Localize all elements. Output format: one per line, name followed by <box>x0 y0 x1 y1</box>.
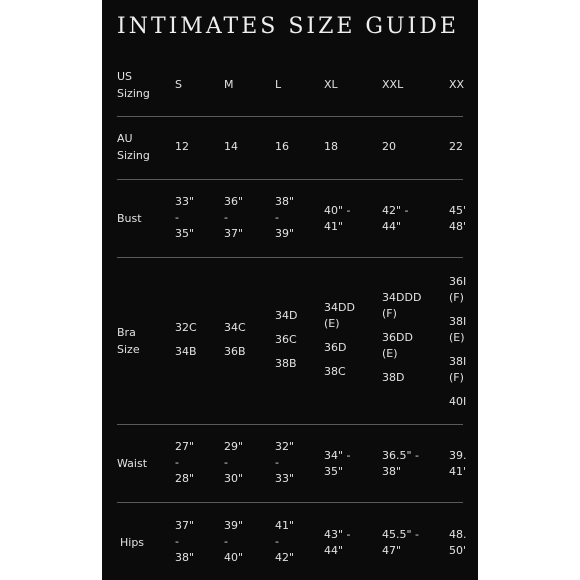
cell-line: XX <box>449 78 465 91</box>
cell-spacer <box>324 332 355 340</box>
cell-line: 35" <box>175 227 195 240</box>
cell-waist-xxxl <box>449 448 467 480</box>
row-divider <box>117 179 463 180</box>
row-label-waist <box>117 455 147 472</box>
cell-waist-s <box>175 439 194 487</box>
cell-line: - <box>175 456 179 469</box>
cell-line: 44" <box>324 544 344 557</box>
row-divider <box>117 257 463 258</box>
cell-line: 37" <box>224 227 244 240</box>
cell-line: 42" <box>275 551 295 564</box>
size-guide-panel <box>102 0 478 580</box>
cell-line: L <box>275 78 282 91</box>
cell-line: 41' <box>449 465 467 478</box>
cell-line: 33" <box>175 195 195 208</box>
cell-line: (F) <box>449 371 464 384</box>
cell-spacer <box>275 324 297 332</box>
cell-spacer <box>382 362 421 370</box>
cell-line: 32C <box>175 321 197 334</box>
cell-spacer <box>175 336 197 344</box>
cell-line: 48' <box>449 220 467 233</box>
cell-us-s <box>175 77 182 93</box>
cell-line: 34" - <box>324 449 351 462</box>
cell-bra-m <box>224 320 246 360</box>
cell-line: 32" <box>275 440 295 453</box>
cell-au-22 <box>449 139 463 155</box>
row-label-line: Bra <box>117 326 136 339</box>
cell-line: 38I <box>449 315 467 328</box>
cell-line: 37" <box>175 519 195 532</box>
cell-line: 14 <box>224 140 238 153</box>
row-label-hips <box>120 534 144 551</box>
cell-spacer <box>449 306 466 314</box>
row-label-bust <box>117 210 142 227</box>
cell-line: 36C <box>275 333 297 346</box>
cell-line: 34C <box>224 321 246 334</box>
cell-line: 39. <box>449 449 467 462</box>
cell-spacer <box>449 346 466 354</box>
cell-line: 36DD <box>382 331 413 344</box>
cell-line: 28" <box>175 472 195 485</box>
cell-spacer <box>224 336 246 344</box>
cell-line: 38D <box>382 371 405 384</box>
cell-line: 39" <box>224 519 244 532</box>
cell-line: - <box>224 211 228 224</box>
cell-line: 36" <box>224 195 244 208</box>
cell-hips-m <box>224 518 243 566</box>
cell-line: 20 <box>382 140 396 153</box>
cell-line: XL <box>324 78 338 91</box>
cell-line: (F) <box>382 307 397 320</box>
row-label-us-sizing <box>117 68 150 102</box>
cell-hips-xl <box>324 527 351 559</box>
cell-line: M <box>224 78 234 91</box>
cell-line: - <box>175 535 179 548</box>
cell-line: 36B <box>224 345 246 358</box>
cell-us-xxxl <box>449 77 464 93</box>
cell-line: 41" <box>324 220 344 233</box>
cell-us-m <box>224 77 234 93</box>
cell-line: 36I <box>449 275 467 288</box>
cell-bust-m <box>224 194 243 242</box>
cell-line: - <box>175 211 179 224</box>
cell-line: S <box>175 78 182 91</box>
row-divider <box>117 116 463 117</box>
cell-line: 34D <box>275 309 298 322</box>
row-label-line: Size <box>117 343 140 356</box>
cell-bra-l <box>275 308 297 372</box>
cell-line: 29" <box>224 440 244 453</box>
row-divider <box>117 502 463 503</box>
cell-spacer <box>275 348 297 356</box>
cell-bust-xxl <box>382 203 409 235</box>
cell-hips-l <box>275 518 294 566</box>
cell-bra-xl <box>324 300 355 380</box>
cell-line: 34DD <box>324 301 355 314</box>
cell-bust-s <box>175 194 194 242</box>
cell-spacer <box>449 386 466 394</box>
row-label-line: US <box>117 70 133 83</box>
cell-au-20 <box>382 139 396 155</box>
cell-line: XXL <box>382 78 404 91</box>
cell-waist-m <box>224 439 243 487</box>
cell-bust-xl <box>324 203 351 235</box>
cell-line: - <box>224 535 228 548</box>
cell-bra-s <box>175 320 197 360</box>
cell-line: 47" <box>382 544 402 557</box>
cell-hips-xxxl <box>449 527 467 559</box>
cell-bra-xxxl <box>449 274 466 410</box>
row-label-line: Bust <box>117 212 142 225</box>
cell-line: 44" <box>382 220 402 233</box>
cell-hips-xxl <box>382 527 419 559</box>
cell-line: 34DDD <box>382 291 422 304</box>
cell-line: 41" <box>275 519 295 532</box>
cell-line: 42" - <box>382 204 409 217</box>
cell-line: 45.5" - <box>382 528 420 541</box>
cell-line: 16 <box>275 140 289 153</box>
cell-line: 36D <box>324 341 347 354</box>
cell-line: 38C <box>324 365 346 378</box>
row-label-line: Sizing <box>117 87 150 100</box>
cell-line: 40" - <box>324 204 351 217</box>
row-label-line: Hips <box>120 536 145 549</box>
row-label-au-sizing <box>117 130 150 164</box>
row-label-line: Waist <box>117 457 148 470</box>
cell-line: 38" <box>382 465 402 478</box>
cell-line: (F) <box>449 291 464 304</box>
cell-line: 18 <box>324 140 338 153</box>
cell-line: 43" - <box>324 528 351 541</box>
cell-line: 38" <box>175 551 195 564</box>
cell-bust-l <box>275 194 294 242</box>
cell-line: (E) <box>382 347 398 360</box>
cell-line: 38" <box>275 195 295 208</box>
cell-line: 38B <box>275 357 297 370</box>
cell-line: 36.5" - <box>382 449 420 462</box>
cell-spacer <box>382 322 421 330</box>
cell-line: 48. <box>449 528 467 541</box>
cell-line: 50' <box>449 544 467 557</box>
cell-line: 27" <box>175 440 195 453</box>
cell-line: 45' <box>449 204 467 217</box>
cell-hips-s <box>175 518 194 566</box>
cell-line: - <box>275 456 279 469</box>
row-label-bra-size <box>117 324 140 358</box>
cell-waist-l <box>275 439 294 487</box>
cell-waist-xxl <box>382 448 419 480</box>
cell-line: 35" <box>324 465 344 478</box>
cell-line: 33" <box>275 472 295 485</box>
cell-us-xxl <box>382 77 403 93</box>
size-guide-title: INTIMATES SIZE GUIDE <box>117 14 459 39</box>
cell-line: 22 <box>449 140 463 153</box>
row-label-line: Sizing <box>117 149 150 162</box>
cell-line: 38I <box>449 355 467 368</box>
cell-line: 39" <box>275 227 295 240</box>
cell-line: 40" <box>224 551 244 564</box>
cell-line: 34B <box>175 345 197 358</box>
cell-spacer <box>324 356 355 364</box>
cell-line: - <box>275 211 279 224</box>
cell-au-16 <box>275 139 289 155</box>
cell-au-14 <box>224 139 238 155</box>
cell-bra-xxl <box>382 290 421 386</box>
cell-line: - <box>275 535 279 548</box>
cell-line: 30" <box>224 472 244 485</box>
cell-us-xl <box>324 77 338 93</box>
cell-us-l <box>275 77 281 93</box>
cell-bust-xxxl <box>449 203 466 235</box>
row-label-line: AU <box>117 132 133 145</box>
cell-au-12 <box>175 139 189 155</box>
cell-au-18 <box>324 139 338 155</box>
cell-line: - <box>224 456 228 469</box>
row-divider <box>117 424 463 425</box>
cell-waist-xl <box>324 448 351 480</box>
cell-line: (E) <box>449 331 465 344</box>
cell-line: 40I <box>449 395 467 408</box>
cell-line: 12 <box>175 140 189 153</box>
cell-line: (E) <box>324 317 340 330</box>
